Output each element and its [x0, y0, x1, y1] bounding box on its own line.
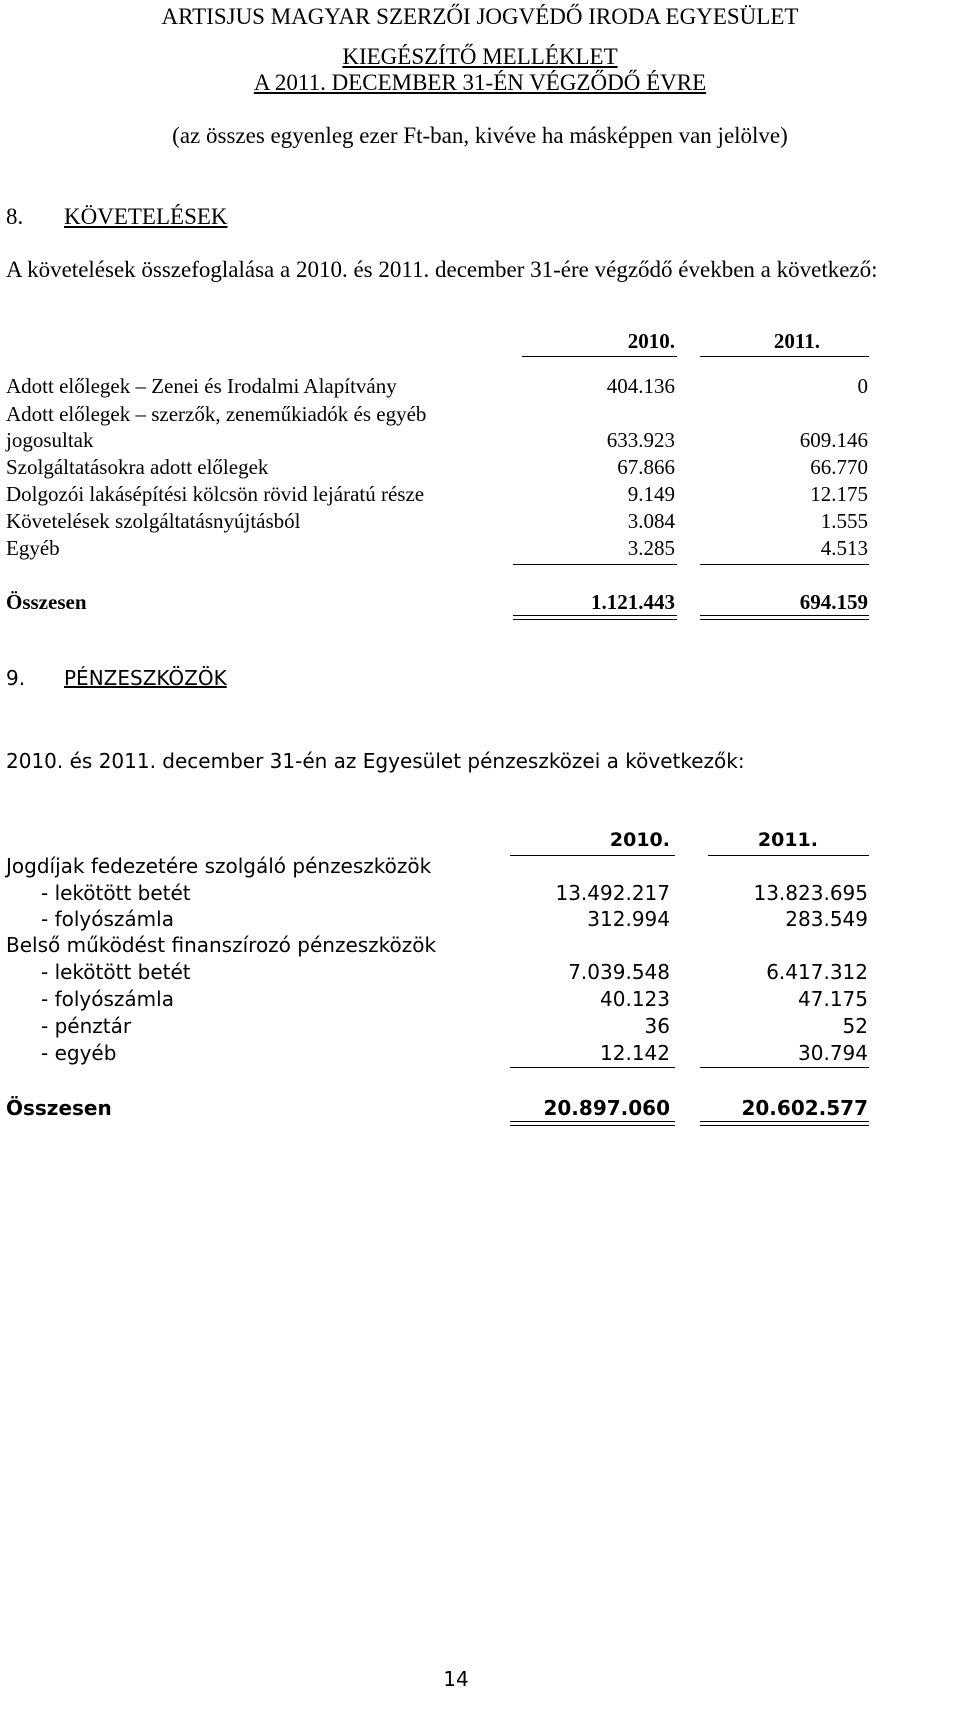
table-row-label: - pénztár	[41, 1014, 132, 1038]
section9-col-2010-underline	[510, 855, 675, 856]
table-cell-2010: 633.923	[606, 428, 675, 452]
table-cell-2011: 13.823.695	[753, 881, 868, 905]
table-cell-2010: 3.084	[627, 509, 675, 533]
table-row-label: Szolgáltatásokra adott előlegek	[6, 455, 269, 479]
table-row-label: Adott előlegek – Zenei és Irodalmi Alapítvány	[6, 374, 397, 398]
section8-subtotal-line-2011	[700, 564, 869, 565]
table-row-label: - folyószámla	[41, 907, 174, 931]
page-number: 14	[443, 1667, 469, 1691]
table-cell-2011: 6.417.312	[766, 960, 868, 984]
table-row-label: Követelések szolgáltatásnyújtásból	[6, 509, 301, 533]
section8-col-2011: 2011.	[773, 329, 820, 353]
section8-subtotal-line-2010	[513, 564, 677, 565]
currency-note: (az összes egyenleg ezer Ft-ban, kivéve ha másképpen van jelölve)	[172, 123, 788, 148]
section9-intro: 2010. és 2011. december 31-én az Egyesület pénzeszközei a következők:	[6, 749, 745, 773]
table-cell-2011: 12.175	[810, 482, 868, 506]
table-cell-2011: 66.770	[810, 455, 868, 479]
section8-total-2010: 1.121.443	[591, 590, 675, 614]
table-row-label: Belső működést finanszírozó pénzeszközök	[6, 933, 437, 957]
table-row-label: Jogdíjak fedezetére szolgáló pénzeszközök	[6, 854, 432, 878]
table-cell-2010: 312.994	[587, 907, 670, 931]
table-row-label: - lekötött betét	[41, 960, 191, 984]
table-row-label: Egyéb	[6, 536, 60, 560]
table-cell-2010: 67.866	[617, 455, 675, 479]
section8-intro: A követelések összefoglalása a 2010. és 2011. december 31-ére végződő években a következő:	[6, 257, 878, 282]
table-cell-2011: 609.146	[799, 428, 868, 452]
section9-total-double-line-2011	[700, 1121, 869, 1126]
section9-total-2011: 20.602.577	[741, 1096, 868, 1120]
section8-col-2011-underline	[700, 356, 869, 357]
section9-total-2010: 20.897.060	[543, 1096, 670, 1120]
table-row-label: - lekötött betét	[41, 881, 191, 905]
table-cell-2010: 40.123	[600, 987, 670, 1011]
section9-subtotal-line-2011	[700, 1067, 869, 1068]
section9-total-double-line-2010	[510, 1121, 675, 1126]
table-cell-2011: 283.549	[785, 907, 868, 931]
section9-title: PÉNZESZKÖZÖK	[64, 666, 227, 690]
table-row-label: Adott előlegek – szerzők, zeneműkiadók és egyéb	[6, 402, 427, 426]
section9-subtotal-line-2010	[510, 1067, 675, 1068]
section8-title: KÖVETELÉSEK	[64, 204, 228, 229]
table-cell-2011: 30.794	[798, 1041, 868, 1065]
section9-col-2011: 2011.	[757, 829, 818, 851]
table-row-label: jogosultak	[6, 428, 94, 452]
section8-total-label: Összesen	[6, 590, 87, 614]
table-row-label: Dolgozói lakásépítési kölcsön rövid lejáratú része	[6, 482, 425, 506]
org-name: ARTISJUS MAGYAR SZERZŐI JOGVÉDŐ IRODA EGYESÜLET	[161, 4, 799, 29]
document-title: KIEGÉSZÍTŐ MELLÉKLET	[342, 44, 618, 69]
section8-total-double-line-2011	[700, 615, 869, 620]
section8-number: 8.	[6, 204, 24, 229]
document-period: A 2011. DECEMBER 31-ÉN VÉGZŐDŐ ÉVRE	[253, 70, 707, 95]
table-cell-2010: 12.142	[600, 1041, 670, 1065]
table-cell-2011: 1.555	[820, 509, 868, 533]
section8-total-2011: 694.159	[799, 590, 868, 614]
section8-total-double-line-2010	[513, 615, 677, 620]
table-row-label: - egyéb	[41, 1041, 117, 1065]
table-cell-2010: 13.492.217	[555, 881, 670, 905]
section8-col-2010: 2010.	[627, 329, 675, 353]
table-cell-2010: 36	[644, 1014, 670, 1038]
table-cell-2010: 7.039.548	[568, 960, 670, 984]
section9-col-2011-underline	[708, 855, 869, 856]
section9-number: 9.	[6, 666, 26, 690]
table-cell-2011: 0	[857, 374, 868, 398]
section8-col-2010-underline	[522, 356, 677, 357]
table-cell-2011: 4.513	[820, 536, 868, 560]
section9-total-label: Összesen	[6, 1096, 112, 1120]
table-cell-2011: 47.175	[798, 987, 868, 1011]
section9-col-2010: 2010.	[609, 829, 670, 851]
table-cell-2011: 52	[842, 1014, 868, 1038]
table-cell-2010: 404.136	[606, 374, 675, 398]
table-cell-2010: 3.285	[627, 536, 675, 560]
table-row-label: - folyószámla	[41, 987, 174, 1011]
table-cell-2010: 9.149	[627, 482, 675, 506]
